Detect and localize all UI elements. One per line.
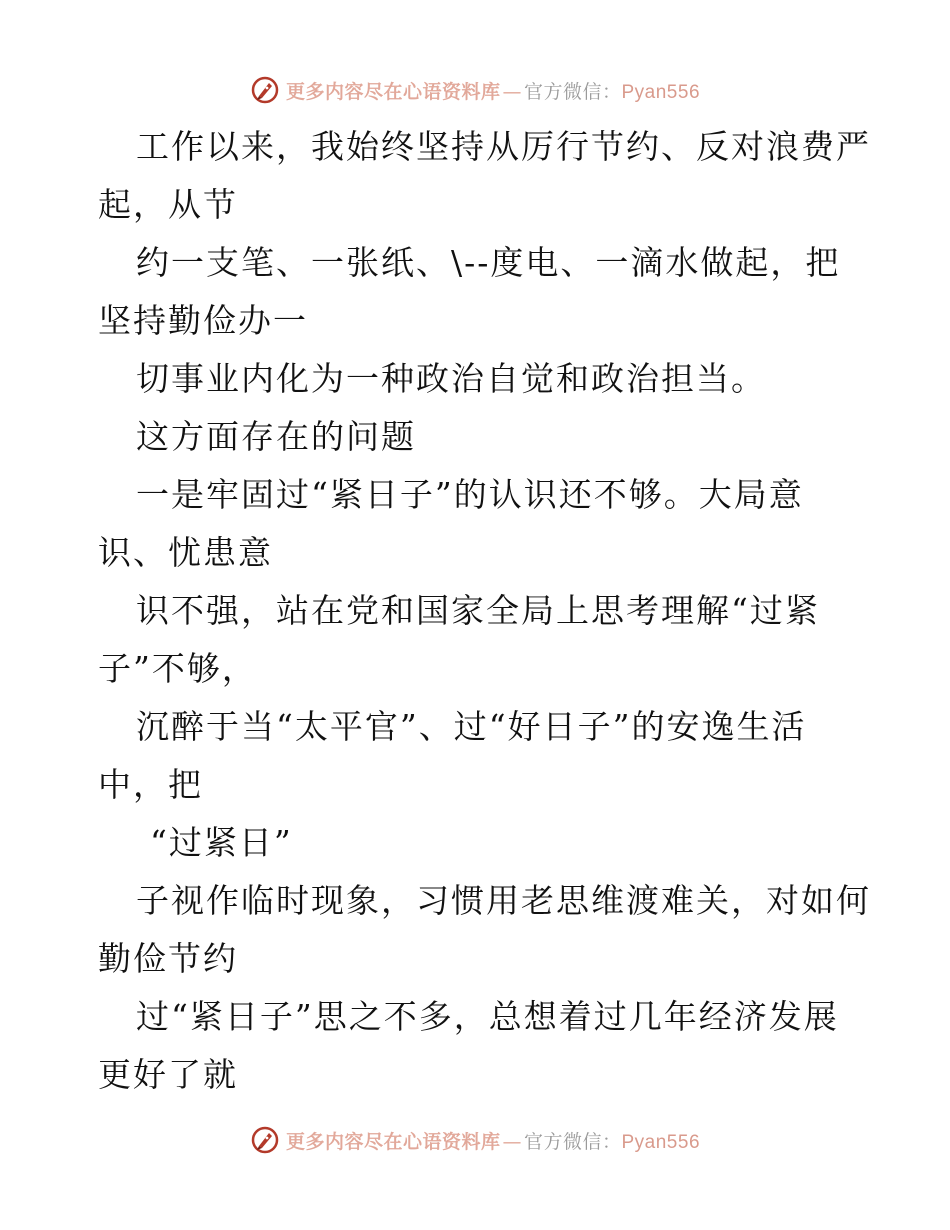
watermark-text	[286, 1127, 700, 1154]
footer-watermark	[0, 1120, 950, 1160]
text-line: 识、忧患意	[98, 533, 273, 572]
pen-nib-logo-icon	[250, 75, 280, 105]
text-line: 子”不够，	[98, 649, 257, 688]
watermark-text	[286, 77, 700, 104]
text-line: 子视作临时现象，习惯用老思维渡难关，对如何	[136, 881, 871, 920]
text-line: 识不强，站在党和国家全局上思考理解“过紧	[136, 591, 820, 630]
text-line: 一是牢固过“紧日子”的认识还不够。大局意	[136, 475, 804, 514]
text-line: 约一支笔、一张纸、\--度电、一滴水做起，把	[136, 243, 841, 282]
text-line: 坚持勤俭办一	[98, 301, 308, 340]
text-line: 更好了就	[98, 1055, 238, 1094]
watermark-dash: —	[502, 1130, 522, 1153]
text-line: “过紧日”	[150, 823, 293, 862]
watermark-wechat-id: Pyan556	[621, 1131, 701, 1153]
watermark-wechat-label: 官方微信：	[523, 80, 622, 103]
watermark-site-name: 更多内容尽在心语资料库	[285, 80, 501, 103]
pen-nib-logo-icon	[250, 1125, 280, 1155]
text-line: 沉醉于当“太平官”、过“好日子”的安逸生活	[136, 707, 807, 746]
text-line: 切事业内化为一种政治自觉和政治担当。	[136, 359, 766, 398]
text-line: 中，把	[98, 765, 203, 804]
text-line: 工作以来，我始终坚持从厉行节约、反对浪费严	[136, 127, 871, 166]
text-line: 过“紧日子”思之不多，总想着过几年经济发展	[136, 997, 839, 1036]
watermark-site-name: 更多内容尽在心语资料库	[285, 1130, 501, 1153]
header-watermark	[0, 70, 950, 110]
watermark-dash: —	[502, 80, 522, 103]
text-line: 勤俭节约	[98, 939, 238, 978]
document-body	[98, 118, 871, 1104]
text-line: 这方面存在的问题	[136, 417, 416, 456]
watermark-wechat-label: 官方微信：	[523, 1130, 622, 1153]
text-line: 起，从节	[98, 185, 238, 224]
watermark-wechat-id: Pyan556	[621, 81, 701, 103]
